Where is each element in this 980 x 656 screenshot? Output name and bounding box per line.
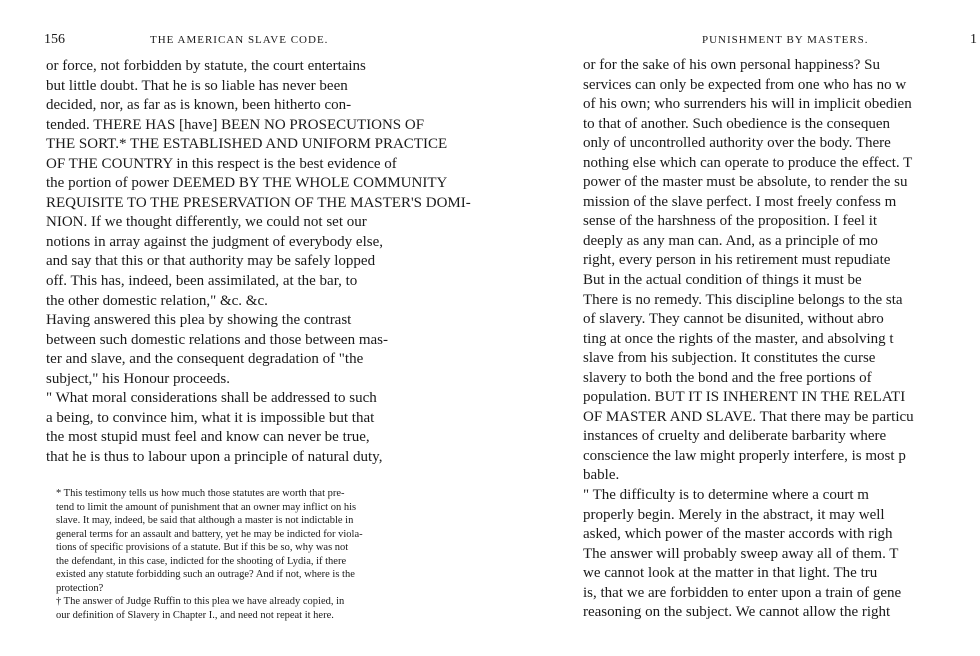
text-line: power of the master must be absolute, to render the su — [583, 174, 908, 191]
text-line: slavery to both the bond and the free portions of — [583, 369, 872, 386]
text-line: sense of the harshness of the proposition. I feel it — [583, 213, 878, 230]
text-line: the most stupid must feel and know can never be true, — [46, 429, 370, 446]
footnote-line: slave. It may, indeed, be said that although a master is not indictable in — [56, 515, 354, 526]
text-line: to that of another. Such obedience is the consequen — [583, 115, 890, 132]
text-line: a being, to convince him, what it is impossible but that — [46, 409, 375, 426]
text-line: ter and slave, and the consequent degradation of "the — [46, 351, 364, 368]
text-line: OF MASTER AND SLAVE. That there may be particu — [583, 408, 914, 425]
text-line: the other domestic relation," &c. &c. — [46, 292, 268, 309]
text-line: and say that this or that authority may be safely lopped — [46, 253, 376, 270]
text-line: But in the actual condition of things it must be — [583, 272, 862, 289]
footnote-line: tend to limit the amount of punishment that an owner may inflict on his — [56, 501, 357, 513]
text-line: deeply as any man can. And, as a principle of mo — [583, 232, 878, 249]
page-number: 156 — [44, 32, 65, 47]
text-line: " The difficulty is to determine where a court m — [583, 487, 869, 504]
text-line: only of uncontrolled authority over the body. There — [583, 135, 891, 152]
text-line: ting at once the rights of the master, and absolving t — [583, 330, 894, 347]
text-line: the portion of power DEEMED BY THE WHOLE COMMUNITY — [46, 175, 448, 192]
footnote-line: general terms for an assault and battery, yet he may be indicted for viola- — [56, 528, 363, 540]
text-line: tended. THERE HAS [have] BEEN NO PROSECUTIONS OF — [46, 116, 425, 133]
text-line: instances of cruelty and deliberate barbarity where — [583, 428, 887, 445]
running-head: THE AMERICAN SLAVE CODE. — [150, 34, 329, 46]
text-line: is, that we are forbidden to enter upon a train of gene — [583, 584, 902, 601]
text-line: bable. — [583, 467, 620, 484]
left-page-body — [46, 57, 476, 467]
text-line: we cannot look at the matter in that light. The tru — [583, 565, 878, 582]
footnotes — [56, 487, 476, 622]
text-line: reasoning on the subject. We cannot allow the right — [583, 604, 891, 621]
text-line: mission of the slave perfect. I most freely confess m — [583, 193, 897, 210]
text-line: subject," his Honour proceeds. — [46, 370, 230, 387]
text-line: There is no remedy. This discipline belongs to the sta — [583, 291, 903, 308]
right-page-body — [583, 56, 980, 623]
text-line: asked, which power of the master accords with righ — [583, 526, 893, 543]
page-number: 1 — [970, 32, 977, 47]
text-line: properly begin. Merely in the abstract, it may well — [583, 506, 885, 523]
text-line: NION. If we thought differently, we could not set our — [46, 214, 367, 231]
text-line: that he is thus to labour upon a principle of natural duty, — [46, 448, 383, 465]
text-line: off. This has, indeed, been assimilated, at the bar, to — [46, 273, 358, 290]
footnote-line: † The answer of Judge Ruffin to this plea we have already copied, in — [56, 596, 345, 607]
text-line: decided, nor, as far as is known, been hitherto con- — [46, 97, 352, 114]
text-line: nothing else which can operate to produce the effect. T — [583, 154, 913, 171]
text-line: notions in array against the judgment of everybody else, — [46, 233, 383, 250]
text-line: OF THE COUNTRY in this respect is the best evidence of — [46, 155, 397, 172]
text-line: population. BUT IT IS INHERENT IN THE RELATI — [583, 389, 906, 406]
text-line: The answer will probably sweep away all of them. T — [583, 545, 899, 562]
text-line: " What moral considerations shall be addressed to such — [46, 390, 377, 407]
text-line: or force, not forbidden by statute, the court entertains — [46, 58, 366, 74]
footnote-line: existed any statute forbidding such an outrage? And if not, where is the — [56, 569, 355, 580]
footnote-line: * This testimony tells us how much those statutes are worth that pre- — [56, 488, 345, 499]
text-line: Having answered this plea by showing the contrast — [46, 312, 352, 329]
text-line: but little doubt. That he is so liable has never been — [46, 77, 348, 94]
text-line: between such domestic relations and those between mas- — [46, 331, 388, 348]
text-line: services can only be expected from one who has no w — [583, 76, 907, 93]
text-line: slave from his subjection. It constitutes the curse — [583, 350, 876, 367]
text-line: conscience the law might properly interfere, is most p — [583, 447, 906, 464]
text-line: or for the sake of his own personal happiness? Su — [583, 57, 881, 73]
text-line: of slavery. They cannot be disunited, without abro — [583, 311, 884, 328]
footnote-line: the defendant, in this case, indicted for the shooting of Lydia, if there — [56, 555, 347, 567]
text-line: right, every person in his retirement must repudiate — [583, 252, 891, 269]
running-head: PUNISHMENT BY MASTERS. — [702, 34, 869, 46]
footnote-line: protection? — [56, 582, 104, 594]
footnote-line: our definition of Slavery in Chapter I., and need not repeat it here. — [56, 609, 334, 621]
right-page — [578, 0, 980, 656]
text-line: of his own; who surrenders his will in implicit obedien — [583, 96, 912, 113]
footnote-line: tions of specific provisions of a statute. But if this be so, why was not — [56, 542, 349, 553]
text-line: REQUISITE TO THE PRESERVATION OF THE MASTER'S DOMI- — [46, 194, 471, 211]
text-line: THE SORT.* THE ESTABLISHED AND UNIFORM PRACTICE — [46, 136, 448, 153]
